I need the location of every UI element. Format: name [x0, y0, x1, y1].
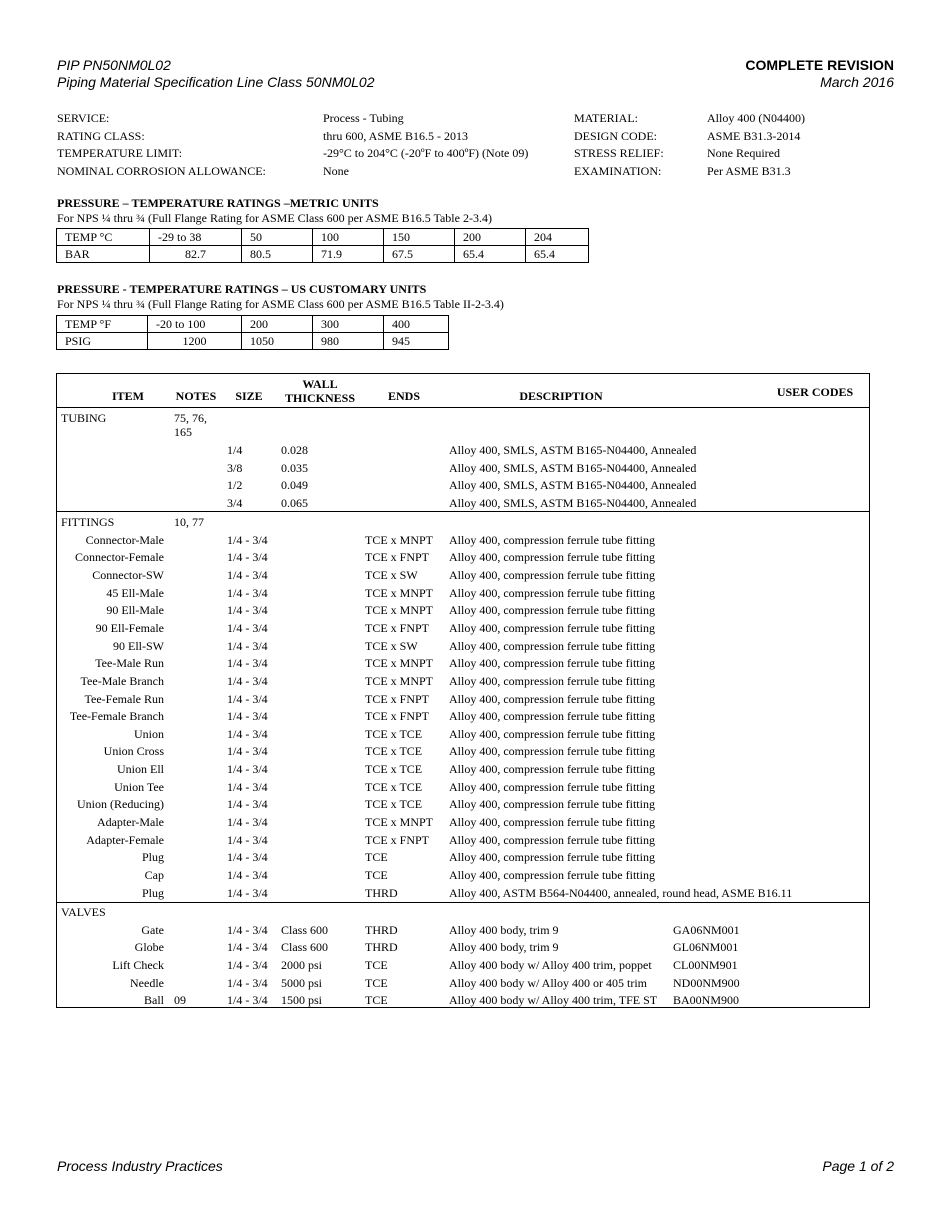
doc-id: PIP PN50NM0L02	[57, 57, 171, 73]
doc-title: Piping Material Specification Line Class 50NM0L02	[57, 74, 375, 90]
item-cell: Plug	[141, 885, 164, 900]
ends-cell: TCE x FNPT	[365, 709, 430, 724]
table-cell: 150	[384, 229, 455, 246]
size-cell: 1/4 - 3/4	[227, 709, 268, 724]
metric-ratings-table	[56, 228, 589, 263]
ends-cell: TCE x TCE	[365, 726, 423, 741]
notes-cell: 165	[174, 425, 192, 439]
description-cell: Alloy 400, SMLS, ASTM B165-N04400, Annealed	[449, 443, 697, 457]
table-cell: 67.5	[384, 246, 455, 263]
item-cell: Tee-Female Run	[84, 691, 164, 706]
item-cell: Ball	[144, 993, 164, 1008]
footer-publisher: Process Industry Practices	[57, 1158, 223, 1174]
size-cell: 3/8	[227, 460, 243, 475]
document-header-left	[57, 57, 375, 91]
size-cell: 1/4 - 3/4	[227, 940, 268, 955]
wall-thickness-cell: 0.028	[281, 443, 308, 457]
col-header-item: ITEM	[111, 389, 144, 403]
item-cell: Cap	[144, 868, 164, 882]
item-cell: 90 Ell-Female	[95, 620, 164, 635]
size-cell: 1/4 - 3/4	[227, 868, 268, 882]
ends-cell: TCE	[365, 957, 388, 972]
pressure-class-cell: 5000 psi	[281, 975, 323, 990]
ends-cell: TCE x MNPT	[365, 532, 434, 547]
ends-cell: THRD	[365, 885, 398, 900]
section-label-tubing: TUBING	[61, 411, 107, 425]
table-cell: 200	[242, 316, 313, 333]
size-cell: 1/4 - 3/4	[227, 922, 268, 937]
size-cell: 1/4 - 3/4	[227, 585, 268, 600]
notes-cell: 75, 76,	[174, 411, 207, 425]
notes-cell: 09	[174, 993, 186, 1008]
description-cell: Alloy 400 body, trim 9	[449, 940, 559, 955]
description-cell: Alloy 400, compression ferrule tube fitting	[449, 691, 655, 706]
table-cell: 200	[455, 229, 526, 246]
description-cell: Alloy 400, compression ferrule tube fitting	[449, 620, 655, 635]
col-header-notes: NOTES	[175, 389, 217, 403]
description-cell: Alloy 400, compression ferrule tube fitting	[449, 832, 655, 847]
size-cell: 1/4 - 3/4	[227, 726, 268, 741]
ends-cell: TCE x MNPT	[365, 656, 434, 671]
description-cell: Alloy 400, SMLS, ASTM B165-N04400, Annealed	[449, 478, 697, 493]
description-cell: Alloy 400, compression ferrule tube fitting	[449, 673, 655, 688]
col-header-description: DESCRIPTION	[519, 389, 603, 403]
footer-page-number: Page 1 of 2	[822, 1158, 894, 1174]
table-cell: BAR	[57, 246, 150, 263]
ends-cell: TCE x FNPT	[365, 620, 430, 635]
size-cell: 1/4 - 3/4	[227, 993, 268, 1008]
info-value: -29°C to 204°C (-20ºF to 400ºF) (Note 09)	[323, 146, 529, 161]
info-label: NOMINAL CORROSION ALLOWANCE:	[57, 163, 266, 178]
size-cell: 1/4 - 3/4	[227, 691, 268, 706]
info-value: ASME B31.3-2014	[707, 128, 801, 143]
metric-title: PRESSURE – TEMPERATURE RATINGS –METRIC UNITS	[57, 196, 379, 210]
ends-cell: TCE x TCE	[365, 744, 423, 759]
description-cell: Alloy 400 body, trim 9	[449, 922, 559, 937]
section-divider	[57, 902, 869, 903]
table-cell: 945	[384, 333, 449, 350]
ends-cell: TCE x FNPT	[365, 550, 430, 565]
description-cell: Alloy 400, compression ferrule tube fitting	[449, 638, 655, 653]
section-divider	[57, 511, 869, 512]
section-label-valves: VALVES	[61, 905, 106, 919]
description-cell: Alloy 400, compression ferrule tube fitting	[449, 585, 655, 600]
description-cell: Alloy 400, compression ferrule tube fitting	[449, 850, 655, 865]
ends-cell: TCE	[365, 975, 388, 990]
table-cell: 82.7	[150, 246, 242, 263]
ends-cell: TCE	[365, 993, 388, 1008]
description-cell: Alloy 400, compression ferrule tube fitting	[449, 656, 655, 671]
description-cell: Alloy 400, SMLS, ASTM B165-N04400, Annealed	[449, 460, 697, 475]
item-cell: 45 Ell-Male	[106, 585, 164, 600]
size-cell: 1/4 - 3/4	[227, 832, 268, 847]
size-cell: 1/4 - 3/4	[227, 850, 268, 865]
info-label: TEMPERATURE LIMIT:	[57, 146, 183, 161]
notes-cell: 10, 77	[174, 515, 204, 529]
item-cell: Connector-Female	[74, 550, 164, 565]
info-left-values	[323, 110, 528, 180]
table-cell: 71.9	[313, 246, 384, 263]
table-cell: 65.4	[455, 246, 526, 263]
ends-cell: TCE x TCE	[365, 762, 423, 777]
table-cell: -29 to 38	[150, 229, 242, 246]
item-cell: Tee-Male Branch	[80, 673, 164, 688]
ends-cell: TCE x FNPT	[365, 832, 430, 847]
ends-cell: TCE	[365, 868, 388, 882]
description-cell: Alloy 400, compression ferrule tube fitting	[449, 567, 655, 582]
table-cell: PSIG	[57, 333, 148, 350]
item-cell: Union Ell	[117, 762, 164, 777]
col-header-wall: WALL	[302, 377, 338, 391]
user-code-cell: BA00NM900	[673, 993, 740, 1008]
user-code-cell: GL06NM001	[673, 940, 739, 955]
info-value: thru 600, ASME B16.5 - 2013	[323, 128, 469, 143]
ends-cell: TCE x SW	[365, 567, 418, 582]
item-cell: Union	[134, 726, 164, 741]
us-title: PRESSURE - TEMPERATURE RATINGS – US CUSTOMARY UNITS	[57, 282, 427, 296]
table-cell: 50	[242, 229, 313, 246]
description-cell: Alloy 400, SMLS, ASTM B165-N04400, Annealed	[449, 495, 697, 510]
size-cell: 1/4	[227, 443, 243, 457]
table-cell: 300	[313, 316, 384, 333]
table-cell: 980	[313, 333, 384, 350]
table-row	[57, 316, 449, 333]
description-cell: Alloy 400 body w/ Alloy 400 or 405 trim	[449, 975, 647, 990]
info-label: DESIGN CODE:	[574, 128, 657, 143]
pressure-class-cell: 2000 psi	[281, 957, 323, 972]
section-label-fittings: FITTINGS	[61, 515, 115, 529]
info-label: RATING CLASS:	[57, 128, 145, 143]
ends-cell: TCE x MNPT	[365, 603, 434, 618]
description-cell: Alloy 400, compression ferrule tube fitting	[449, 762, 655, 777]
item-cell: Connector-Male	[85, 532, 164, 547]
col-header-size: SIZE	[235, 389, 263, 403]
description-cell: Alloy 400, compression ferrule tube fitting	[449, 797, 655, 812]
description-cell: Alloy 400, compression ferrule tube fitting	[449, 744, 655, 759]
description-cell: Alloy 400, compression ferrule tube fitting	[449, 532, 655, 547]
size-cell: 1/4 - 3/4	[227, 620, 268, 635]
wall-thickness-cell: 0.049	[281, 478, 308, 493]
info-value: None Required	[707, 146, 780, 161]
revision-label: COMPLETE REVISION	[745, 57, 894, 73]
item-cell: Adapter-Female	[86, 832, 164, 847]
ends-cell: TCE x TCE	[365, 797, 423, 812]
ends-cell: TCE x MNPT	[365, 585, 434, 600]
size-cell: 1/4 - 3/4	[227, 762, 268, 777]
description-cell: Alloy 400 body w/ Alloy 400 trim, poppet	[449, 957, 652, 972]
item-cell: Union (Reducing)	[77, 797, 164, 812]
item-cell: Plug	[141, 850, 164, 865]
metric-ratings-title	[57, 196, 492, 226]
table-cell: 80.5	[242, 246, 313, 263]
size-cell: 1/4 - 3/4	[227, 567, 268, 582]
user-code-cell: GA06NM001	[673, 922, 740, 937]
size-cell: 1/2	[227, 478, 243, 493]
size-cell: 1/4 - 3/4	[227, 656, 268, 671]
item-cell: Adapter-Male	[96, 815, 164, 830]
size-cell: 1/4 - 3/4	[227, 797, 268, 812]
info-value: None	[323, 163, 349, 178]
pressure-class-cell: Class 600	[281, 922, 329, 937]
table-row	[57, 333, 449, 350]
revision-date: March 2016	[820, 74, 894, 90]
description-cell: Alloy 400, compression ferrule tube fitting	[449, 779, 655, 794]
wall-thickness-cell: 0.035	[281, 460, 308, 475]
size-cell: 1/4 - 3/4	[227, 550, 268, 565]
description-cell: Alloy 400, compression ferrule tube fitting	[449, 868, 655, 882]
size-cell: 1/4 - 3/4	[227, 744, 268, 759]
pressure-class-cell: 1500 psi	[281, 993, 323, 1008]
size-cell: 1/4 - 3/4	[227, 885, 268, 900]
item-cell: Needle	[130, 975, 164, 990]
document-header-right	[745, 57, 894, 91]
ends-cell: TCE x MNPT	[365, 815, 434, 830]
description-cell: Alloy 400, compression ferrule tube fitting	[449, 709, 655, 724]
info-value: Process - Tubing	[323, 111, 404, 125]
item-cell: Union Tee	[114, 779, 164, 794]
description-cell: Alloy 400, ASTM B564-N04400, annealed, round head, ASME B16.11	[449, 885, 793, 900]
info-label: STRESS RELIEF:	[574, 146, 664, 161]
table-cell: 1050	[242, 333, 313, 350]
us-ratings-title	[57, 282, 504, 312]
table-row	[57, 246, 589, 263]
material-spec-table	[56, 373, 870, 1008]
size-cell: 1/4 - 3/4	[227, 532, 268, 547]
item-cell: Gate	[141, 922, 164, 937]
col-header-user-codes: USER CODES	[776, 385, 854, 399]
description-cell: Alloy 400, compression ferrule tube fitting	[449, 726, 655, 741]
ends-cell: THRD	[365, 940, 398, 955]
table-cell: 1200	[148, 333, 242, 350]
size-cell: 1/4 - 3/4	[227, 815, 268, 830]
user-code-cell: ND00NM900	[673, 975, 740, 990]
size-cell: 3/4	[227, 495, 243, 510]
info-label: EXAMINATION:	[574, 163, 662, 178]
item-cell: Tee-Male Run	[95, 656, 164, 671]
table-row	[57, 229, 589, 246]
size-cell: 1/4 - 3/4	[227, 975, 268, 990]
ends-cell: TCE x FNPT	[365, 691, 430, 706]
size-cell: 1/4 - 3/4	[227, 957, 268, 972]
description-cell: Alloy 400, compression ferrule tube fitting	[449, 603, 655, 618]
item-cell: Tee-Female Branch	[69, 709, 164, 724]
size-cell: 1/4 - 3/4	[227, 779, 268, 794]
size-cell: 1/4 - 3/4	[227, 673, 268, 688]
us-subtitle: For NPS ¼ thru ¾ (Full Flange Rating for ASME Class 600 per ASME B16.5 Table II-2-3.4)	[57, 297, 504, 311]
pressure-class-cell: Class 600	[281, 940, 329, 955]
table-cell: 204	[526, 229, 589, 246]
item-cell: Connector-SW	[92, 567, 164, 582]
info-value: Per ASME B31.3	[707, 163, 791, 178]
table-cell: TEMP °C	[57, 229, 150, 246]
description-cell: Alloy 400, compression ferrule tube fitting	[449, 815, 655, 830]
ends-cell: TCE x SW	[365, 638, 418, 653]
info-right-labels	[574, 110, 664, 180]
ends-cell: TCE	[365, 850, 388, 865]
table-cell: TEMP °F	[57, 316, 148, 333]
col-header-thickness: THICKNESS	[284, 391, 356, 405]
item-cell: 90 Ell-Male	[106, 603, 164, 618]
size-cell: 1/4 - 3/4	[227, 603, 268, 618]
size-cell: 1/4 - 3/4	[227, 638, 268, 653]
metric-subtitle: For NPS ¼ thru ¾ (Full Flange Rating for ASME Class 600 per ASME B16.5 Table 2-3.4)	[57, 211, 492, 225]
info-left-labels	[57, 110, 266, 180]
item-cell: Lift Check	[112, 957, 164, 972]
table-cell: -20 to 100	[148, 316, 242, 333]
item-cell: Union Cross	[103, 744, 164, 759]
ends-cell: THRD	[365, 922, 398, 937]
ends-cell: TCE x TCE	[365, 779, 423, 794]
info-label: MATERIAL:	[574, 111, 638, 125]
item-cell: 90 Ell-SW	[113, 638, 164, 653]
table-cell: 100	[313, 229, 384, 246]
table-cell: 400	[384, 316, 449, 333]
us-ratings-table	[56, 315, 449, 350]
col-header-ends: ENDS	[387, 389, 420, 403]
user-code-cell: CL00NM901	[673, 957, 738, 972]
item-cell: Globe	[134, 940, 164, 955]
description-cell: Alloy 400 body w/ Alloy 400 trim, TFE ST	[449, 993, 658, 1008]
table-cell: 65.4	[526, 246, 589, 263]
description-cell: Alloy 400, compression ferrule tube fitting	[449, 550, 655, 565]
ends-cell: TCE x MNPT	[365, 673, 434, 688]
info-value: Alloy 400 (N04400)	[707, 111, 805, 125]
info-label: SERVICE:	[57, 111, 110, 125]
wall-thickness-cell: 0.065	[281, 495, 308, 510]
info-right-values	[707, 110, 805, 180]
header-divider	[57, 407, 869, 408]
